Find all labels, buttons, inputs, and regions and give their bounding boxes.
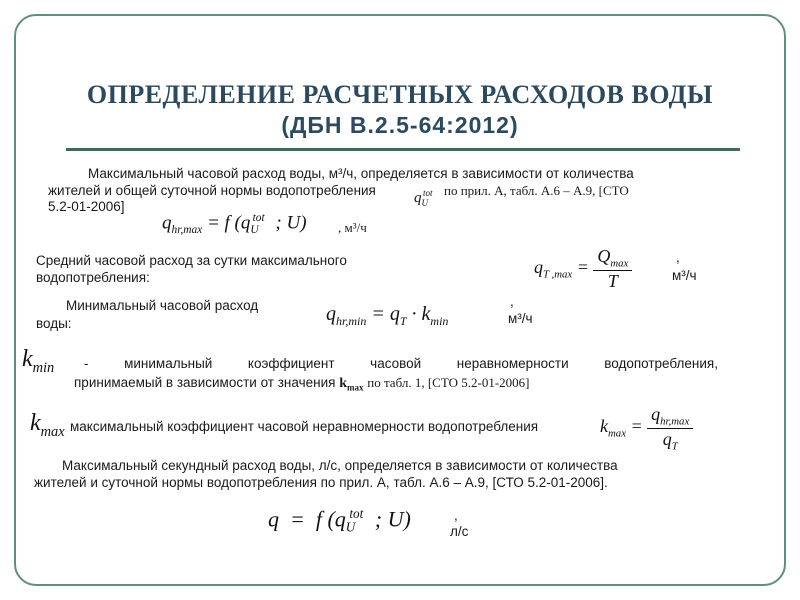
formula-q-hr-max-unit: , м³/ч — [338, 220, 367, 235]
formula-q-t-max: $q_{T ,max}$ = $\frac{Q_{max}}{T}$ — [534, 246, 632, 292]
paragraph-min-hourly-line1: Минимальный часовой расход — [66, 298, 259, 313]
formula-q-hr-min-unit: м³/ч — [508, 311, 533, 326]
symbol-k-min: $k_{min}$ — [22, 346, 55, 376]
k-min-description-line2 — [74, 375, 530, 396]
formula-q-seconds: q = f ($q_U^{tot}$ ; U) — [268, 506, 411, 535]
paragraph-max-hourly-ref: по прил. А, табл. А.6 – А.9, [СТО — [444, 183, 629, 198]
paragraph-max-second-line2: жителей и суточной нормы водопотребления по прил. А, табл. А.6 – А.9, [СТО 5.2-01-2006]. — [34, 475, 608, 490]
k-min-description-line1: - минимальный коэффициент часовой неравномерности водопотребления, — [84, 356, 718, 371]
paragraph-max-hourly-line1: Максимальный часовой расход воды, м³/ч, определяется в зависимости от количества — [88, 166, 634, 181]
formula-k-max: $k_{max}$ = $\frac{q_{hr,max}}{q_T}$ — [600, 404, 693, 452]
formula-q-t-max-unit: м³/ч — [672, 268, 697, 283]
k-max-symbol-sub: max — [346, 382, 364, 393]
formula-qu-tot-inline: $q_U^{tot}$ — [414, 188, 433, 208]
k-max-description: максимальный коэффициент часовой неравномерности водопотребления — [70, 419, 539, 434]
formula-q-seconds-unit: л/с — [450, 524, 469, 539]
slide-subtitle: (ДБН В.2.5-64:2012) — [281, 112, 519, 138]
k-max-symbol-inline: k — [339, 376, 347, 391]
paragraph-max-hourly-line2: жителей и общей суточной нормы водопотребления — [48, 183, 376, 198]
k-min-description-text: принимаемый в зависимости от значения — [74, 375, 336, 390]
paragraph-max-hourly-line3: 5.2-01-2006] — [48, 199, 125, 214]
k-min-description-ref: по табл. 1, [СТО 5.2-01-2006] — [367, 375, 530, 390]
formula-q-t-max-comma: , — [676, 250, 680, 265]
formula-q-hr-min-comma: , — [510, 294, 514, 309]
formula-q-hr-min: $q_{hr,min} = q_T \cdot k_{min}$ — [326, 303, 449, 328]
paragraph-min-hourly-line2: воды: — [36, 316, 72, 331]
title-divider — [66, 148, 740, 151]
slide-title: ОПРЕДЕЛЕНИЕ РАСЧЕТНЫХ РАСХОДОВ ВОДЫ — [86, 80, 714, 109]
symbol-k-max: $k_{max}$ — [30, 410, 65, 440]
paragraph-max-second-line1: Максимальный секундный расход воды, л/с, определяется в зависимости от количества — [62, 458, 618, 473]
formula-q-seconds-comma: , — [454, 508, 458, 523]
paragraph-avg-hourly-line2: водопотребления: — [36, 270, 150, 285]
paragraph-avg-hourly-line1: Средний часовой расход за сутки максимального — [36, 253, 347, 268]
formula-q-hr-max: $q_{hr,max} = f$ ($q_U^{tot}$ ; U) — [162, 212, 307, 237]
